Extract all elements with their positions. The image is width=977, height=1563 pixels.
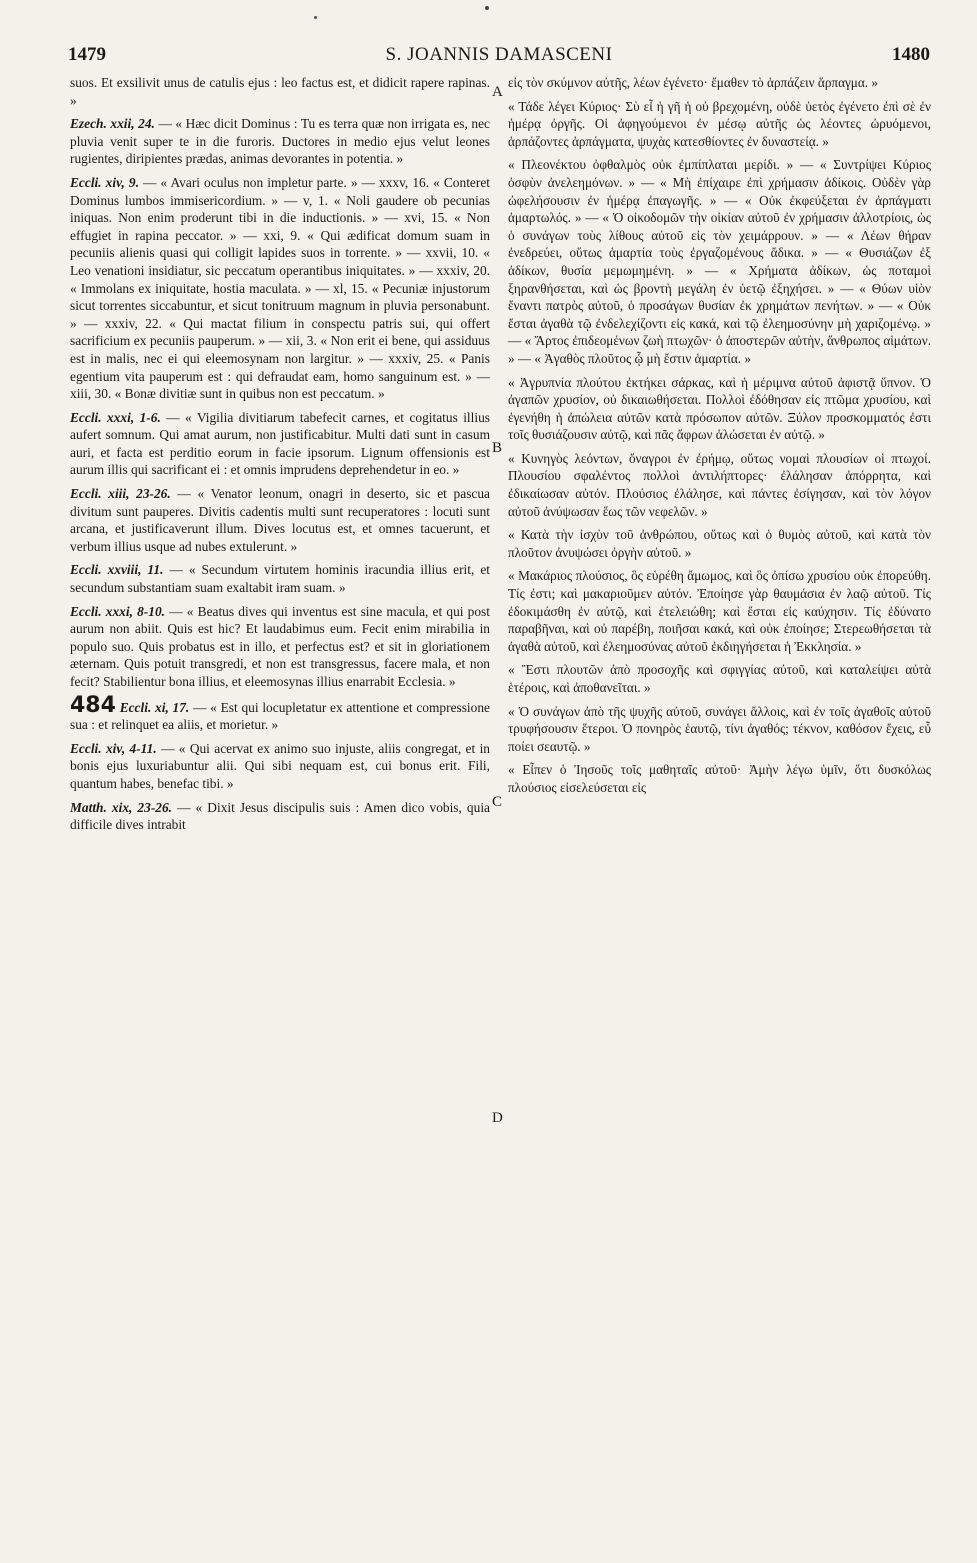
- latin-paragraph: [70, 74, 490, 109]
- running-title: S. JOANNIS DAMASCENI: [385, 44, 613, 65]
- margin-letter-c: C: [492, 794, 503, 810]
- margin-letter-b: B: [492, 440, 503, 456]
- latin-column: [70, 74, 490, 840]
- latin-paragraph: [70, 740, 490, 793]
- greek-paragraph: « Ἀγρυπνία πλούτου ἐκτήκει σάρκας, καὶ ἡ μέριμνα αὐτοῦ ἀφιστᾷ ὕπνον. Ὁ ἀγαπῶν χρυσίον, οὐ δικαιωθήσεται. Πολλοὶ ἐδόθησαν εἰς πτῶμα χρυσίου, καὶ ἐγενήθη ἡ ἀπώλεια αὐτῶν κατὰ πρόσωπον αὐτῶν. Ξύλον προσκομματός ἐστι τοῖς θυσιάζουσιν αὐτῷ, καὶ πᾶς ἄφρων ἁλώσεται ἐν αὐτῷ. »: [508, 374, 931, 443]
- latin-paragraph: [70, 692, 490, 734]
- margin-letter-a: A: [492, 84, 503, 100]
- page-header: [68, 44, 930, 68]
- margin-letter-d: D: [492, 1110, 503, 1126]
- paragraph-text: — « Avari oculus non impletur parte. » — xxxv, 16. « Conteret Dominus lumbos immisericordium. » — v, 1. « Noli gaudere ob pecunias iniquas. Non enim proderunt tibi in die inductionis. » — xvi, 15. « Non effugiet in rapina peccator. » — xxi, 9. « Qui ædificat domum suam in pecuniis alienis quasi qui colligit lapides suos in torrente. » — xxvii, 10. « Leo venationi insidiatur, sic peccatum operantibus iniquitates. » — xxxiv, 20. « Immolans ex iniquitate, hostia maculata. » — xl, 15. « Pecuniæ injustorum sicut torrentes siccabuntur, et sicut tonitruum magnum in pluvia personabunt. » — xxxiv, 22. « Qui mactat filium in conspectu patris sui, qui offert sacrificium ex pecuniis pauperum. » — xii, 3. « Non erit ei bene, qui assiduus est in malis, nec ei qui eleemosynam non largitur. » — xxxiv, 25. « Panis egentium vita pauperum est : qui defraudat eam, homo sanguinum est. » — xiii, 30. « Bonæ divitiæ sunt in quibus non est peccatum. »: [70, 174, 490, 402]
- latin-paragraph: [70, 485, 490, 555]
- print-speck: [485, 6, 489, 10]
- greek-paragraph: « Κατὰ τὴν ἰσχὺν τοῦ ἀνθρώπου, οὕτως καὶ ὁ θυμὸς αὐτοῦ, καὶ κατὰ τὸν πλοῦτον ἀνυψώσει ὀργὴν αὐτοῦ. »: [508, 527, 931, 560]
- scripture-reference: Eccli. xiv, 9.: [70, 174, 139, 190]
- page-number-right: 1480: [892, 44, 930, 65]
- latin-paragraph: [70, 409, 490, 479]
- page-number-left: 1479: [68, 44, 106, 65]
- paragraph-text: — « Hæc dicit Dominus : Tu es terra quæ non irrigata es, nec pluvia venit super te in die furoris. Ductores in medio ejus velut leones rugientes, diripientes prædas, animas devorantes in potentia. »: [70, 116, 490, 167]
- latin-paragraph: [70, 115, 490, 168]
- print-speck: [314, 16, 317, 19]
- scripture-reference: Eccli. xxviii, 11.: [70, 562, 164, 578]
- greek-paragraph: « Κυνηγὸς λεόντων, ὄναγροι ἐν ἐρήμῳ, οὕτως νομαὶ πλουσίων οἱ πτωχοί. Πλουσίου σφαλέντος πολλοὶ ἀντιλήπτορες· ἐλάλησαν ἀπόρρητα, καὶ ἐδικαίωσαν αὐτόν. Πλούσιος ἐλάλησε, καὶ πάντες ἐσίγησαν, καὶ τὸν λόγον αὐτοῦ ἀνύψωσαν ἕως τῶν νεφελῶν. »: [508, 450, 931, 519]
- scripture-reference: Ezech. xxii, 24.: [70, 116, 155, 132]
- column-number: 484: [70, 692, 116, 718]
- paragraph-text: — « Beatus dives qui inventus est sine macula, et qui post aurum non abiit. Quis est hic? Et laudabimus eum. Fecit enim mirabilia in populo suo. Quis probatus est in illo, et perfectus est? et sit in gloriationem æternam. Quis potuit transgredi, et non est transgressus, facere mala, et non fecit? Stabilientur bona illius, et eleemosynas illius enarrabit Ecclesia. »: [70, 603, 490, 689]
- latin-paragraph: [70, 561, 490, 596]
- greek-paragraph: « Μακάριος πλούσιος, ὃς εὑρέθη ἄμωμος, καὶ ὃς ὀπίσω χρυσίου οὐκ ἐπορεύθη. Τίς ἐστι; καὶ μακαριοῦμεν αὐτόν. Ἐποίησε γὰρ θαυμάσια ἐν λαῷ αὐτοῦ. Τίς ἐδοκιμάσθη ἐν αὐτῷ, καὶ ἐτελειώθη; καὶ ἔσται εἰς καύχησιν. Τίς ἐδύνατο παραβῆναι, καὶ οὐ παρέβη, ποιῆσαι κακά, καὶ οὐκ ἐποίησε; Στερεωθήσεται τὰ ἀγαθὰ αὐτοῦ, καὶ ἐλεημοσύνας αὐτοῦ ἐκδιηγήσεται ἡ Ἐκκλησία. »: [508, 568, 931, 654]
- greek-paragraph: « Τάδε λέγει Κύριος· Σὺ εἶ ἡ γῆ ἡ οὐ βρεχομένη, οὐδὲ ὑετὸς ἐγένετο ἐπὶ σὲ ἐν ἡμέρᾳ ὀργῆς. Οἱ ἀφηγούμενοι ἐν μέσῳ αὐτῆς ὡς λέοντες ὠρυόμενοι, ἁρπάζοντες ἁρπάγματα, ψυχὰς κατεσθίοντες ἐν δυναστείᾳ. »: [508, 98, 931, 149]
- greek-column: [508, 74, 931, 803]
- greek-paragraph: εἰς τὸν σκύμνον αὐτῆς, λέων ἐγένετο· ἔμαθεν τὸ ἁρπάζειν ἅρπαγμα. »: [508, 75, 878, 90]
- paragraph-text: — « Dixit Jesus discipulis suis : Amen dico vobis, quia difficile dives intrabit: [70, 799, 490, 833]
- greek-paragraph: « Πλεονέκτου ὀφθαλμὸς οὐκ ἐμπίπλαται μερίδι. » — « Συντρίψει Κύριος ὀσφὺν ἀνελεημόνων. » — « Μὴ ἐπίχαιρε ἐπὶ χρήμασιν ἀδίκοις. Οὐδὲν γὰρ ὠφελήσουσιν ἐν ἡμέρᾳ ἐπαγωγῆς. » — « Οὐκ ἐκφεύξεται ἐν ἁρπάγματι ἁμαρτωλός. » — « Ὁ οἰκοδομῶν τὴν οἰκίαν αὐτοῦ ἐν χρήμασιν ἀλλοτρίοις, ὡς ὁ συνάγων τοὺς λίθους αὐτοῦ εἰς τὸν χειμάρρουν. » — « Λέων θήραν ἐνεδρεύει, οὕτως ἁμαρτία τοὺς ἐργαζομένους ἄδικα. » — « Θυσιάζων ἐξ ἀδίκων, θυσία μεμωμημένη. » — « Χρήματα ἀδίκων, ὡς ποταμοὶ ξηρανθήσεται, καὶ ὡς βροντὴ μεγάλη ἐν ὑετῷ ἐξηχήσει. » — « Θύων υἱὸν ἔναντι πατρὸς αὐτοῦ, ὁ προσάγων θυσίαν ἐκ χρημάτων πενήτων. » — « Οὐκ ἔσται ἀγαθὰ τῷ ἐνδελεχίζοντι εἰς κακά, καὶ τῷ ἐλεημοσύνην μὴ χαριζομένῳ. » — « Ἄρτος ἐπιδεομένων ζωὴ πτωχῶν· ὁ ἀποστερῶν αὐτὴν, ἄνθρωπος αἱμάτων. » — « Ἀγαθὸς πλοῦτος ᾧ μὴ ἔστιν ἁμαρτία. »: [508, 157, 931, 366]
- scripture-reference: Eccli. xiii, 23-26.: [70, 486, 171, 502]
- scripture-reference: Eccli. xi, 17.: [119, 699, 190, 715]
- greek-paragraph: « Ἔστι πλουτῶν ἀπὸ προσοχῆς καὶ σφιγγίας αὐτοῦ, καὶ καταλείψει αὐτὰ ἑτέροις, καὶ ἀποθανεῖται. »: [508, 662, 931, 695]
- paragraph-text: suos. Et exsilivit unus de catulis ejus : leo factus est, et didicit rapere rapinas. »: [70, 75, 490, 108]
- greek-paragraph: « Ὁ συνάγων ἀπὸ τῆς ψυχῆς αὐτοῦ, συνάγει ἄλλοις, καὶ ἐν τοῖς ἀγαθοῖς αὐτοῦ τρυφήσουσιν ἕτεροι. Ὁ πονηρὸς ἑαυτῷ, τίνι ἀγαθός; τέκνον, καθόσον ἔχεις, εὖ ποίει σεαυτῷ. »: [508, 703, 931, 754]
- paragraph-text: — « Secundum virtutem hominis iracundia illius erit, et secundum substantiam suam exaltabit iram suam. »: [70, 562, 490, 596]
- scripture-reference: Matth. xix, 23-26.: [70, 799, 173, 815]
- latin-paragraph: [70, 799, 490, 834]
- greek-paragraph: « Εἶπεν ὁ Ἰησοῦς τοῖς μαθηταῖς αὐτοῦ· Ἀμὴν λέγω ὑμῖν, ὅτι δυσκόλως πλούσιος εἰσελεύσεται εἰς: [508, 762, 931, 795]
- paragraph-text: — « Vigilia divitiarum tabefecit carnes, et cogitatus illius aufert somnum. Qui amat aurum, non justificabitur. Multi dati sunt in casum auri, et facta est perditio eorum in facie ipsorum. Lignum offensionis est aurum illis qui sacrificant ei : et omnis imprudens deprehendetur in eo. »: [70, 409, 490, 478]
- paragraph-text: — « Est qui locupletatur ex attentione et compressione sua : et relinquet ea aliis, et morietur. »: [70, 699, 490, 733]
- scripture-reference: Eccli. xxxi, 8-10.: [70, 603, 166, 619]
- latin-paragraph: [70, 174, 490, 403]
- scripture-reference: Eccli. xiv, 4-11.: [70, 740, 157, 756]
- scripture-reference: Eccli. xxxi, 1-6.: [70, 409, 161, 425]
- paragraph-text: — « Qui acervat ex animo suo injuste, aliis congregat, et in bonis ejus luxuriabuntur alii. Qui sibi nequam est, cui bonus erit. Fili, quantum habes, benefac tibi. »: [70, 740, 490, 791]
- paragraph-text: — « Venator leonum, onagri in deserto, sic et pascua divitum sunt pauperes. Divitis cadentis multi sunt recuperatores : locuti sunt arcana, et justificaverunt illum. Dives locutus est, et omnes tacuerunt, et verbum illius usque ad nubes extulerunt. »: [70, 486, 490, 554]
- latin-paragraph: [70, 603, 490, 691]
